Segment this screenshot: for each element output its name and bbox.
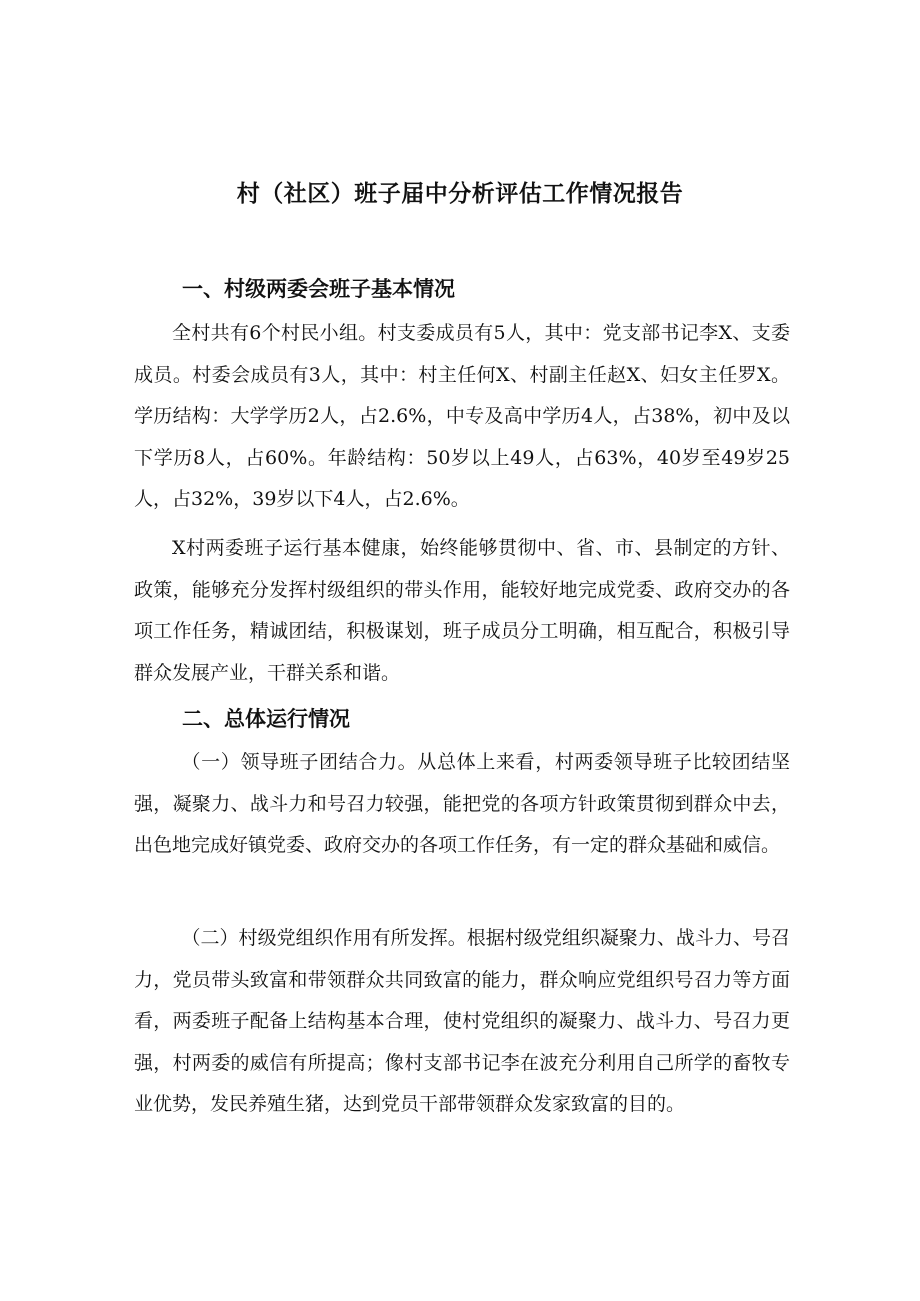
section-heading-overall-operation: 二、总体运行情况 [182, 707, 350, 731]
paragraph-team-operation: X村两委班子运行基本健康，始终能够贯彻中、省、市、县制定的方针、政策，能够充分发挥村级组织的带头作用，能较好地完成党委、政府交办的各项工作任务，精诚团结，积极谋划，班子成员分工明确，相互配合，积极引导群众发展产业，干群关系和谐。 [134, 537, 790, 684]
paragraph-leadership-unity: （一）领导班子团结合力。从总体上来看，村两委领导班子比较团结坚强，凝聚力、战斗力和号召力较强，能把党的各项方针政策贯彻到群众中去，出色地完成好镇党委、政府交办的各项工作任务，有一定的群众基础和威信。 [134, 751, 790, 856]
section-heading-basic-info: 一、村级两委会班子基本情况 [182, 277, 455, 301]
paragraph-member-structure: 全村共有6个村民小组。村支委成员有5人，其中：党支部书记李X、支委成员。村委会成员有3人，其中：村主任何X、村副主任赵X、妇女主任罗X。学历结构：大学学历2人，占2.6%，中专及高中学历4人，占38%，初中及以下学历8人，占60%。年龄结构：50岁以上49人，占63%，40岁至49岁25人，占32%，39岁以下4人，占2.6%。 [134, 322, 790, 510]
paragraph-party-organization-role: （二）村级党组织作用有所发挥。根据村级党组织凝聚力、战斗力、号召力，党员带头致富和带领群众共同致富的能力，群众响应党组织号召力等方面看，两委班子配备上结构基本合理，使村党组织的凝聚力、战斗力、号召力更强，村两委的威信有所提高；像村支部书记李在波充分利用自己所学的畜牧专业优势，发民养殖生猪，达到党员干部带领群众发家致富的目的。 [134, 927, 790, 1115]
document-title: 村（社区）班子届中分析评估工作情况报告 [236, 181, 684, 207]
